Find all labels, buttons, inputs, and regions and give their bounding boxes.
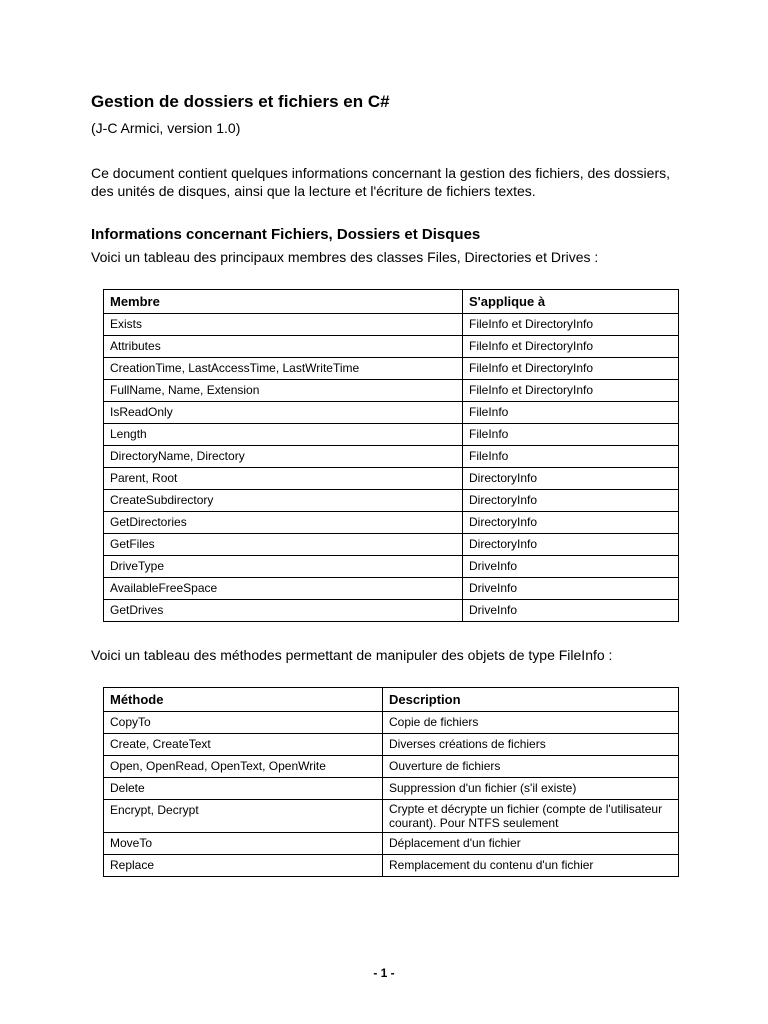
table-cell-value: DriveInfo (463, 600, 679, 622)
methods-table (103, 687, 679, 877)
table-row (104, 468, 679, 490)
table-cell-name: CopyTo (104, 712, 383, 734)
table-cell-value: DirectoryInfo (463, 490, 679, 512)
table-cell-value: Déplacement d'un fichier (383, 833, 679, 855)
table-cell-value: FileInfo (463, 446, 679, 468)
table-cell-name: Open, OpenRead, OpenText, OpenWrite (104, 756, 383, 778)
page-number: - 1 - (373, 966, 395, 980)
table-cell-name: DriveType (104, 556, 463, 578)
table-row (104, 800, 679, 833)
table-cell-name: CreateSubdirectory (104, 490, 463, 512)
table-row (104, 314, 679, 336)
table-cell-name: GetDrives (104, 600, 463, 622)
section-heading: Informations concernant Fichiers, Dossiers et Disques (91, 226, 481, 243)
members-table-body (104, 314, 679, 622)
table-cell-value: FileInfo (463, 402, 679, 424)
table-row (104, 512, 679, 534)
table-cell-name: FullName, Name, Extension (104, 380, 463, 402)
methods-table-body (104, 712, 679, 877)
column-header-membre: Membre (104, 290, 463, 314)
document-author-version: (J-C Armici, version 1.0) (91, 120, 241, 136)
table-cell-name: CreationTime, LastAccessTime, LastWriteTime (104, 358, 463, 380)
table-cell-name: Attributes (104, 336, 463, 358)
table-cell-value: FileInfo et DirectoryInfo (463, 380, 679, 402)
table-cell-value: Remplacement du contenu d'un fichier (383, 855, 679, 877)
members-table-lead: Voici un tableau des principaux membres des classes Files, Directories et Drives : (91, 249, 599, 265)
table-cell-name: Parent, Root (104, 468, 463, 490)
members-table (103, 289, 679, 622)
table-row (104, 402, 679, 424)
column-header-description: Description (383, 688, 679, 712)
table-cell-name: GetFiles (104, 534, 463, 556)
table-row (104, 778, 679, 800)
column-header-applique: S'applique à (463, 290, 679, 314)
table-row (104, 490, 679, 512)
table-row (104, 600, 679, 622)
table-header-row (104, 688, 679, 712)
table-cell-value: DirectoryInfo (463, 468, 679, 490)
document-title: Gestion de dossiers et fichiers en C# (91, 92, 390, 111)
table-cell-value: Suppression d'un fichier (s'il existe) (383, 778, 679, 800)
table-cell-value: Crypte et décrypte un fichier (compte de l'utilisateur courant). Pour NTFS seulement (383, 800, 679, 833)
table-cell-name: GetDirectories (104, 512, 463, 534)
table-row (104, 446, 679, 468)
methods-table-lead: Voici un tableau des méthodes permettant de manipuler des objets de type FileInfo : (91, 647, 613, 663)
table-cell-name: MoveTo (104, 833, 383, 855)
table-cell-value: FileInfo et DirectoryInfo (463, 314, 679, 336)
table-cell-value: Ouverture de fichiers (383, 756, 679, 778)
table-cell-name: Delete (104, 778, 383, 800)
table-row (104, 756, 679, 778)
table-row (104, 556, 679, 578)
table-row (104, 358, 679, 380)
table-row (104, 534, 679, 556)
table-cell-name: IsReadOnly (104, 402, 463, 424)
table-cell-name: Replace (104, 855, 383, 877)
table-row (104, 578, 679, 600)
table-cell-value: FileInfo et DirectoryInfo (463, 336, 679, 358)
table-row (104, 380, 679, 402)
table-cell-name: Length (104, 424, 463, 446)
table-cell-name: Create, CreateText (104, 734, 383, 756)
table-row (104, 712, 679, 734)
table-cell-name: Encrypt, Decrypt (104, 800, 383, 833)
table-row (104, 424, 679, 446)
table-cell-value: FileInfo et DirectoryInfo (463, 358, 679, 380)
table-cell-value: DriveInfo (463, 556, 679, 578)
table-cell-value: FileInfo (463, 424, 679, 446)
table-row (104, 336, 679, 358)
table-cell-name: AvailableFreeSpace (104, 578, 463, 600)
table-row (104, 855, 679, 877)
table-header-row (104, 290, 679, 314)
table-cell-value: DriveInfo (463, 578, 679, 600)
table-cell-value: Diverses créations de fichiers (383, 734, 679, 756)
column-header-methode: Méthode (104, 688, 383, 712)
table-row (104, 833, 679, 855)
table-cell-value: DirectoryInfo (463, 512, 679, 534)
table-cell-value: DirectoryInfo (463, 534, 679, 556)
table-cell-name: DirectoryName, Directory (104, 446, 463, 468)
table-row (104, 734, 679, 756)
table-cell-name: Exists (104, 314, 463, 336)
table-cell-value: Copie de fichiers (383, 712, 679, 734)
intro-paragraph: Ce document contient quelques informations concernant la gestion des fichiers, des dossiers, des unités de disques, ainsi que la lecture et l'écriture de fichiers textes. (91, 165, 670, 199)
